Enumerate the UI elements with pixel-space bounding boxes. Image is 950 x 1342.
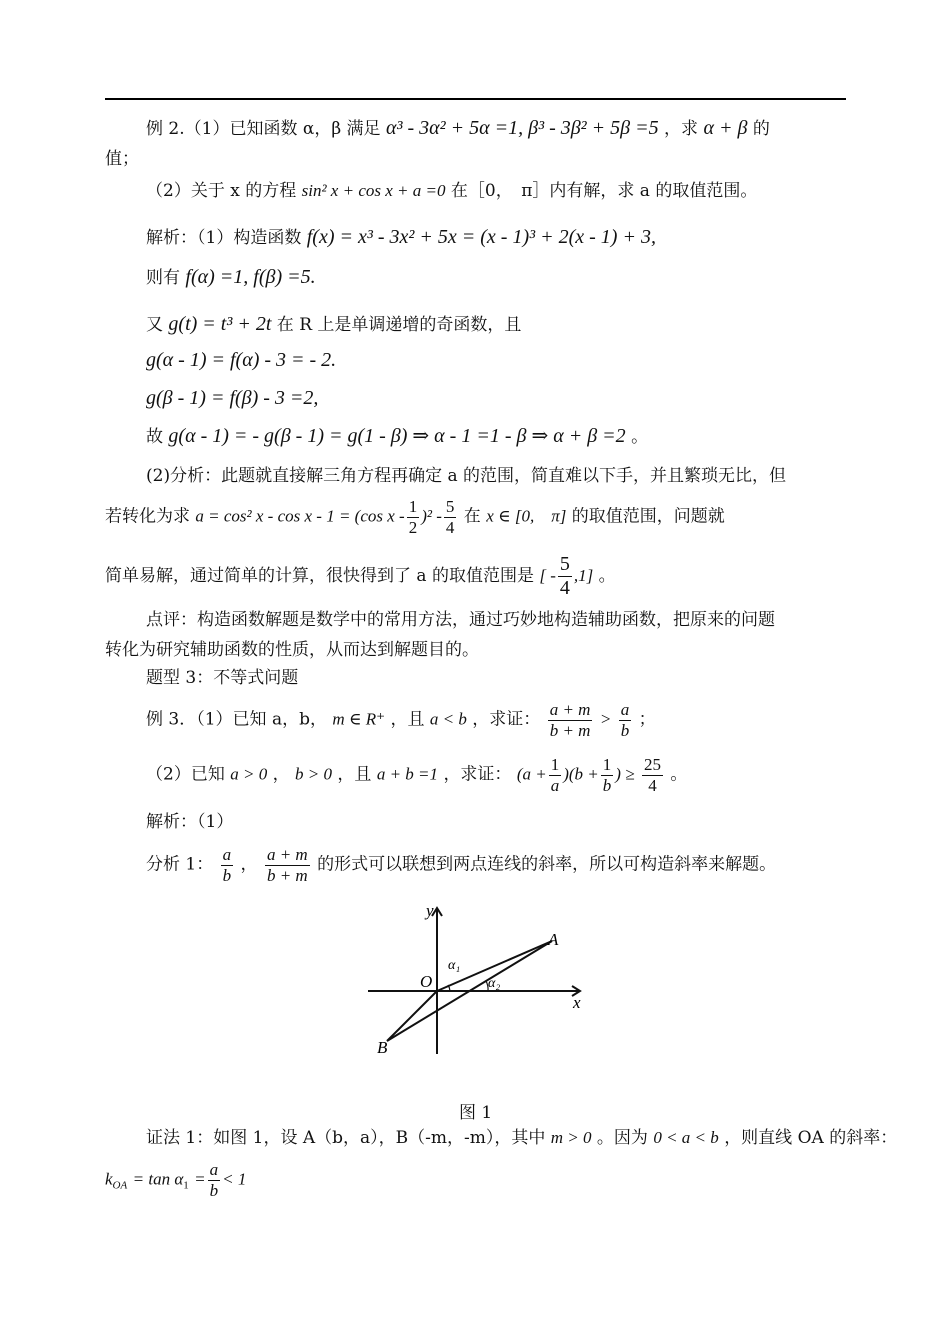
a-positive: a > 0 (230, 764, 268, 784)
text: ，求证： (472, 709, 541, 730)
origin-label: O (420, 972, 433, 991)
analysis-line3 (105, 553, 616, 600)
range-fraction (558, 553, 572, 600)
cos-expression: a = cos² x - cos x - 1 = (cos x - (195, 506, 405, 526)
range-left: [ - (539, 566, 556, 585)
frac-num: a (620, 700, 630, 719)
frac-num: 5 (559, 553, 570, 575)
m-positive: m > 0 (550, 1128, 592, 1147)
fraction-a-over-b (208, 1160, 221, 1200)
fraction-one-over-a (549, 755, 562, 795)
conclusion-line (146, 424, 648, 448)
slope-figure (368, 902, 590, 1058)
header-rule (105, 98, 846, 100)
order-condition: 0 < a < b (653, 1128, 719, 1147)
text: 若转化为求 (105, 506, 190, 527)
lhs-part: ) ≥ (615, 764, 635, 784)
k-symbol: k (105, 1169, 113, 1189)
figure-caption: 图 1 (459, 1103, 493, 1123)
k-subscript: OA (112, 1179, 128, 1192)
text: 在［0， π］内有解，求 a 的取值范围。 (450, 181, 758, 201)
alpha-plus-beta: α + β (703, 117, 748, 139)
g-beta-eq: g(β - 1) = f(β) - 3 =2, (146, 387, 319, 409)
sum-condition: a + b =1 (376, 764, 439, 784)
example2-intro: 例 2.（1）已知函数 α，β 满足 (146, 119, 381, 139)
frac-den: 4 (648, 775, 657, 795)
frac-num: 25 (643, 755, 661, 774)
text: ， (272, 764, 290, 785)
fraction-25-over-4 (642, 755, 663, 795)
function-values: f(α) =1, f(β) =5. (185, 266, 316, 288)
fraction-a-over-b (619, 700, 632, 740)
frac-den: b + m (549, 720, 591, 740)
frac-den: b (209, 1180, 219, 1200)
fraction-half (407, 497, 420, 537)
text: 在 R 上是单调递增的奇函数，且 (276, 315, 522, 335)
text: ，且 (337, 764, 372, 785)
example3-line1 (146, 700, 656, 740)
frac-num: a + m (266, 845, 308, 864)
text: 。 (598, 566, 616, 586)
lhs-part: )(b + (563, 764, 599, 784)
tan-alpha: = tan α (132, 1169, 184, 1189)
comment-line2: 转化为研究辅助函数的性质，从而达到解题目的。 (105, 640, 479, 660)
text: ，且 (390, 709, 425, 730)
frac-num: 1 (602, 755, 612, 774)
text: 则有 (146, 268, 180, 288)
analysis-line2 (105, 497, 725, 537)
example3-line2 (146, 755, 687, 795)
y-label: y (426, 902, 434, 920)
point-a-label: A (548, 930, 559, 949)
domain: x ∈ [0, π] (486, 506, 567, 526)
solution-line1 (146, 225, 656, 249)
trig-equation: sin² x + cos x + a =0 (301, 181, 446, 200)
frac-den: 4 (559, 577, 570, 599)
text: 。 (631, 427, 649, 447)
analysis1-line (146, 845, 776, 885)
proof1-line (146, 1128, 897, 1148)
example2-part2 (146, 181, 757, 201)
frac-den: 2 (408, 517, 418, 537)
frac-den: b (620, 720, 630, 740)
text: 解析：（1）构造函数 (146, 228, 302, 248)
frac-den: b (602, 775, 612, 795)
g-function: g(t) = t³ + 2t (168, 313, 272, 335)
alpha1-label: α₁ (448, 958, 461, 973)
alpha-beta-equations: α³ - 3α² + 5α =1, β³ - 3β² + 5β =5 (385, 117, 659, 139)
text: ， (240, 854, 258, 875)
text: 的取值范围，问题就 (571, 506, 725, 527)
text: 在 (463, 506, 481, 527)
x-label: x (573, 993, 581, 1012)
frac-num: 1 (408, 497, 418, 516)
text: 又 (146, 315, 163, 335)
a-less-b: a < b (429, 709, 467, 729)
fraction-a-over-b (221, 845, 234, 885)
frac-den: b + m (266, 865, 308, 885)
constructed-function: f(x) = x³ - 3x² + 5x = (x - 1)³ + 2(x - 1) + 3, (306, 226, 656, 248)
text: ，则直线 OA 的斜率： (724, 1128, 898, 1148)
text: 的 (752, 119, 770, 139)
text: ，求 (664, 119, 699, 139)
m-condition: m ∈ R⁺ (332, 709, 386, 729)
greater-than: > (599, 709, 612, 729)
slope-oa-line (105, 1160, 246, 1200)
solution-heading: 解析：（1） (146, 812, 234, 832)
solution-line3 (146, 312, 521, 336)
frac-den: 4 (445, 517, 455, 537)
frac-num: a + m (549, 700, 591, 719)
fraction-a-plus-m (548, 700, 593, 740)
text: ，求证： (443, 764, 512, 785)
text: 分析 1： (146, 854, 214, 875)
fraction-five-quarters (444, 497, 457, 537)
frac-num: 1 (550, 755, 560, 774)
less-than-one: < 1 (222, 1169, 247, 1189)
text: 简单易解，通过简单的计算，很快得到了 a 的取值范围是 (105, 566, 534, 586)
g-alpha-eq: g(α - 1) = f(α) - 3 = - 2. (146, 349, 337, 371)
text: （2）已知 (146, 764, 225, 785)
cos-expression-tail: )² - (421, 506, 442, 526)
text: 。因为 (596, 1128, 648, 1148)
text: 证法 1：如图 1，设 A（b，a），B（-m，-m），其中 (146, 1128, 546, 1148)
text: ； (638, 709, 656, 730)
range-right: ,1] (573, 566, 594, 585)
text: （2）关于 x 的方程 (146, 181, 297, 201)
frac-num: a (209, 1160, 219, 1179)
equals: = (194, 1169, 206, 1189)
text: 例 3．（1）已知 a，b， (146, 709, 327, 730)
section-heading: 题型 3：不等式问题 (146, 668, 299, 688)
b-positive: b > 0 (295, 764, 333, 784)
text: 。 (670, 764, 688, 785)
alpha2-label: α₂ (488, 976, 501, 991)
text: 故 (146, 427, 163, 447)
lhs-part: (a + (516, 764, 547, 784)
point-b-label: B (377, 1038, 388, 1057)
example2-line2: 值； (105, 149, 139, 169)
text: 的形式可以联想到两点连线的斜率，所以可构造斜率来解题。 (317, 854, 777, 875)
solution-line2 (146, 265, 316, 289)
analysis-line1: (2)分析：此题就直接解三角方程再确定 a 的范围，简直难以下手，并且繁琐无比，但 (146, 466, 787, 486)
example2-line1 (146, 116, 770, 140)
comment-line1: 点评：构造函数解题是数学中的常用方法，通过巧妙地构造辅助函数，把原来的问题 (146, 610, 775, 630)
frac-den: a (550, 775, 560, 795)
fraction-one-over-b (601, 755, 614, 795)
alpha-subscript: 1 (183, 1179, 189, 1192)
frac-num: 5 (445, 497, 455, 516)
frac-den: b (222, 865, 232, 885)
conclusion-equation: g(α - 1) = - g(β - 1) = g(1 - β) ⇒ α - 1 =1 - β ⇒ α + β =2 (168, 425, 626, 447)
fraction-a-plus-m (265, 845, 310, 885)
frac-num: a (222, 845, 232, 864)
